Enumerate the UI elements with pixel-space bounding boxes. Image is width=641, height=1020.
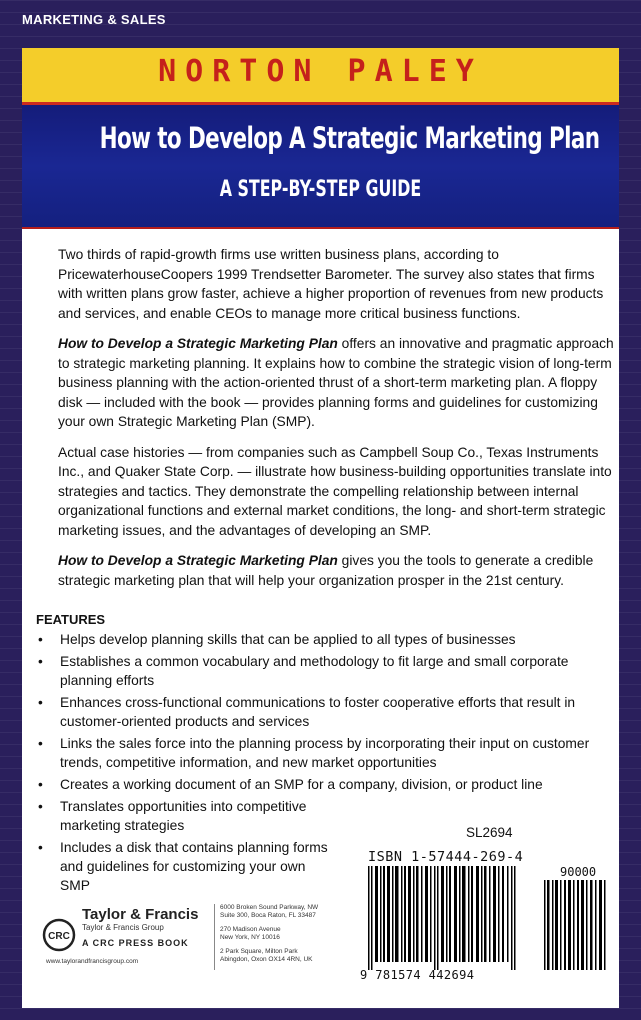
book-subtitle: A STEP-BY-STEP GUIDE	[219, 177, 422, 202]
feature-item: • Enhances cross-functional communications to foster cooperative efforts that result in customer-oriented products and services	[36, 693, 596, 731]
paragraph-2: How to Develop a Strategic Marketing Plan offers an innovative and pragmatic approach to strategic marketing planning. It explains how to combine the strategic vision of long-term business planning with the action-oriented thrust of a short-term marketing plan. A floppy disk — included with the book — provides planning forms and guidelines for customizing your own Strategic Marketing Plan (SMP).	[58, 336, 614, 429]
isbn-text: ISBN 1-57444-269-4	[368, 849, 524, 865]
publisher-divider	[214, 904, 215, 970]
paragraph-1: Two thirds of rapid-growth firms use written business plans, according to PricewaterhouseCoopers 1999 Trendsetter Barometer. The survey also states that firms with written plans grow faster, achieve a higher proportion of revenues from new products and services, and enable CEOs to manage more critical business functions.	[58, 247, 604, 321]
feature-item: • Translates opportunities into competitive marketing strategies	[36, 797, 330, 835]
feature-item: • Links the sales force into the planning process by incorporating their input on customer trends, competitive information, and new market opportunities	[36, 734, 596, 772]
barcode-main	[368, 866, 516, 970]
author-band	[22, 48, 619, 105]
ean-digits: 9 781574 442694	[360, 968, 475, 982]
paragraph-4: How to Develop a Strategic Marketing Plan gives you the tools to generate a credible strategic marketing plan that will help your organization prosper in the 21st century.	[58, 553, 594, 588]
svg-text:CRC: CRC	[48, 931, 70, 942]
paragraph-3: Actual case histories — from companies such as Campbell Soup Co., Texas Instruments Inc., and Quaker State Corp. — illustrate how business-building opportunities translate into strategies and tactics. They demonstrate the compelling relationship between internal organizational functions and external market conditions, the long- and short-term strategic marketing issues, and the advantages of developing an SMP.	[58, 444, 612, 538]
publisher-imprint: A CRC PRESS BOOK	[82, 938, 189, 948]
publisher-group: Taylor & Francis Group	[82, 923, 164, 932]
category-label: MARKETING & SALES	[22, 12, 166, 27]
publisher-url: www.taylorandfrancisgroup.com	[46, 958, 139, 965]
crc-logo-icon	[42, 918, 76, 952]
publisher-block	[36, 900, 356, 1000]
price-code: 90000	[560, 865, 597, 879]
address-2: 270 Madison Avenue New York, NY 10016	[220, 926, 281, 941]
title-band	[22, 105, 619, 229]
book-title: How to Develop A Strategic Marketing Plan	[99, 121, 600, 155]
feature-item: • Creates a working document of an SMP for a company, division, or product line	[36, 775, 596, 794]
publisher-name: Taylor & Francis	[82, 906, 199, 923]
features-heading: FEATURES	[36, 612, 106, 627]
sl-code: SL2694	[466, 825, 513, 840]
author-name: NORTON PALEY	[158, 54, 483, 89]
barcode-addon	[544, 880, 608, 970]
feature-item: • Includes a disk that contains planning forms and guidelines for customizing your own SMP	[36, 838, 330, 895]
feature-item: • Establishes a common vocabulary and methodology to fit large and small corporate planning efforts	[36, 652, 596, 690]
feature-item: • Helps develop planning skills that can be applied to all types of businesses	[36, 630, 596, 649]
description	[58, 245, 618, 601]
address-3: 2 Park Square, Milton Park Abingdon, Oxon OX14 4RN, UK	[220, 948, 313, 963]
address-1: 6000 Broken Sound Parkway, NW Suite 300, Boca Raton, FL 33487	[220, 904, 319, 919]
